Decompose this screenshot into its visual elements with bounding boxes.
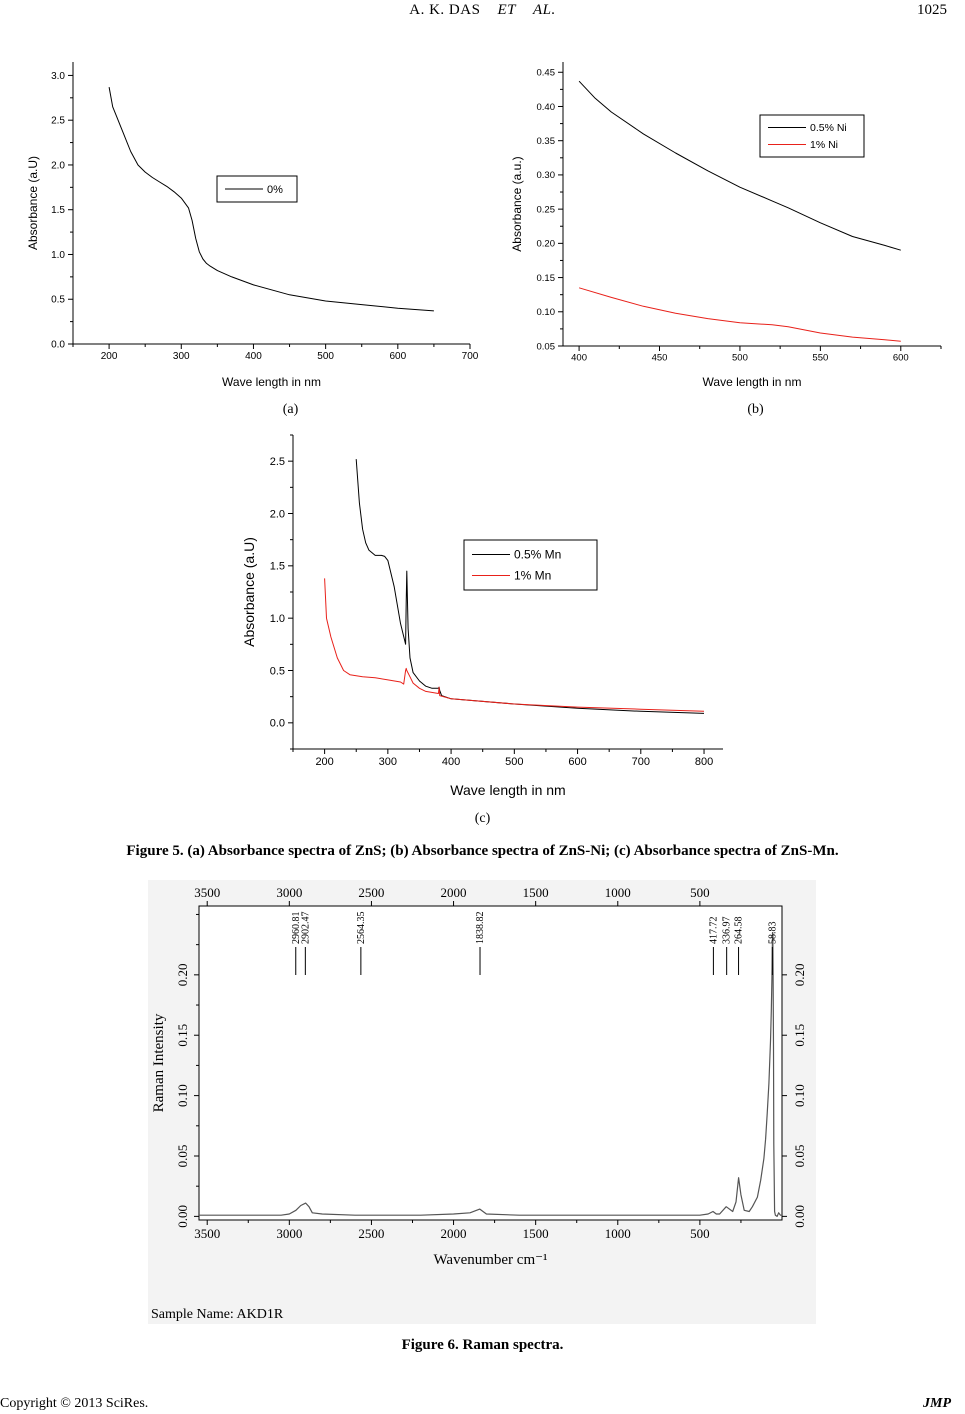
y-tick-label: 2.5: [269, 456, 285, 469]
x-top-tick-label: 1500: [522, 885, 549, 900]
peak-label: 58.83: [767, 921, 779, 944]
y-tick-label: 0.10: [536, 307, 555, 319]
x-tick-label: 400: [441, 756, 461, 768]
x-tick-label: 600: [568, 756, 587, 768]
y-tick-label: 0.35: [536, 136, 555, 148]
x-tick-label: 450: [651, 352, 668, 364]
y-tick-label: 0.5: [51, 294, 65, 306]
caption-b: (b): [747, 402, 764, 417]
legend-label: 0%: [267, 183, 283, 196]
x-tick-label: 3000: [276, 1226, 303, 1241]
raman-plot-frame: [199, 906, 782, 1220]
y-tick-label: 0.15: [536, 272, 555, 284]
y-tick-label: 1.5: [51, 205, 65, 217]
y-tick-label: 1.0: [269, 613, 285, 626]
peak-label: 417.72: [708, 916, 720, 944]
x-tick-label: 700: [461, 351, 479, 362]
x-tick-label: 2500: [358, 1226, 385, 1241]
x-tick-label: 800: [694, 756, 714, 768]
sample-name: Sample Name: AKD1R: [151, 1307, 284, 1322]
x-axis-label: Wave length in nm: [702, 375, 802, 389]
header-al: AL.: [532, 2, 556, 18]
y-tick-label: 0.10: [175, 1084, 190, 1107]
x-tick-label: 600: [892, 352, 909, 364]
x-tick-label: 1500: [522, 1226, 549, 1241]
y-tick-label: 0.00: [175, 1205, 190, 1228]
y-tick-label: 0.30: [536, 170, 555, 182]
caption-a: (a): [282, 402, 299, 417]
header-authors: A. K. DAS: [409, 2, 481, 18]
y-tick-label: 0.05: [536, 341, 555, 353]
y-tick-label: 0.15: [175, 1023, 190, 1047]
header-et: ET: [497, 2, 516, 18]
peak-label: 2960.81: [290, 911, 302, 944]
y-right-tick-label: 0.10: [792, 1084, 807, 1107]
y-tick-label: 0.40: [536, 101, 555, 113]
x-top-tick-label: 500: [690, 885, 710, 900]
y-tick-label: 1.5: [269, 560, 285, 573]
x-tick-label: 1000: [604, 1226, 631, 1241]
peak-label: 2564.35: [355, 911, 367, 944]
y-axis-label: Absorbance (a.U): [26, 155, 40, 251]
y-right-tick-label: 0.05: [792, 1144, 807, 1168]
y-axis-label: Absorbance (a.U): [241, 537, 257, 647]
peak-label: 1838.82: [475, 911, 487, 944]
x-tick-label: 300: [378, 756, 398, 768]
x-top-tick-label: 3500: [194, 885, 221, 900]
y-right-tick-label: 0.15: [792, 1023, 807, 1047]
y-tick-label: 1.0: [51, 249, 65, 261]
page-number: 1025: [917, 2, 947, 18]
x-top-tick-label: 1000: [604, 885, 631, 900]
caption-c: (c): [474, 811, 491, 826]
x-tick-label: 500: [732, 352, 748, 364]
y-tick-label: 0.5: [269, 665, 285, 678]
x-axis-label: Wave length in nm: [222, 375, 321, 389]
peak-label: 336.97: [721, 916, 733, 944]
footer-copyright: Copyright © 2013 SciRes.: [0, 1396, 149, 1411]
x-top-tick-label: 2500: [358, 885, 385, 900]
legend-label: 1% Mn: [514, 568, 552, 583]
peak-label: 264.58: [733, 916, 745, 944]
y-tick-label: 2.5: [51, 115, 65, 127]
x-tick-label: 200: [315, 756, 334, 768]
y-tick-label: 0.0: [51, 339, 65, 351]
footer-journal: JMP: [923, 1396, 951, 1411]
x-tick-label: 3500: [194, 1226, 221, 1241]
x-tick-label: 2000: [440, 1226, 467, 1241]
y-tick-label: 0.20: [536, 238, 555, 250]
y-right-tick-label: 0.00: [792, 1205, 807, 1228]
y-tick-label: 2.0: [269, 508, 285, 521]
figure5-caption: Figure 5. (a) Absorbance spectra of ZnS; (b) Absorbance spectra of ZnS-Ni; (c) Absorbance spectra of ZnS-Mn.: [126, 843, 839, 859]
x-top-tick-label: 3000: [276, 885, 303, 900]
x-top-tick-label: 2000: [440, 885, 467, 900]
y-tick-label: 0.25: [536, 204, 555, 216]
x-tick-label: 300: [172, 351, 190, 362]
y-right-tick-label: 0.20: [792, 963, 807, 987]
legend-label: 1% Ni: [810, 139, 839, 152]
y-tick-label: 0.45: [536, 67, 555, 79]
x-tick-label: 500: [505, 756, 524, 768]
x-tick-label: 700: [631, 756, 650, 768]
x-axis-label: Wave length in nm: [450, 782, 566, 798]
x-tick-label: 600: [389, 351, 407, 362]
y-tick-label: 2.0: [51, 160, 65, 172]
legend-label: 0.5% Ni: [810, 122, 847, 135]
y-tick-label: 0.20: [175, 963, 190, 987]
x-tick-label: 200: [100, 351, 118, 362]
x-tick-label: 550: [812, 352, 829, 364]
peak-label: 2902.47: [300, 911, 312, 944]
y-tick-label: 3.0: [51, 70, 65, 82]
x-tick-label: 500: [690, 1226, 710, 1241]
legend-label: 0.5% Mn: [514, 547, 562, 562]
y-tick-label: 0.0: [269, 717, 285, 730]
y-tick-label: 0.05: [175, 1144, 190, 1168]
y-axis-label: Raman Intensity: [151, 1013, 167, 1113]
figure6-caption: Figure 6. Raman spectra.: [401, 1337, 564, 1353]
x-tick-label: 400: [571, 352, 588, 364]
y-axis-label: Absorbance (a.u.): [510, 156, 524, 252]
x-axis-label: Wavenumber cm⁻¹: [433, 1252, 548, 1268]
x-tick-label: 500: [317, 351, 334, 362]
x-tick-label: 400: [245, 351, 262, 362]
